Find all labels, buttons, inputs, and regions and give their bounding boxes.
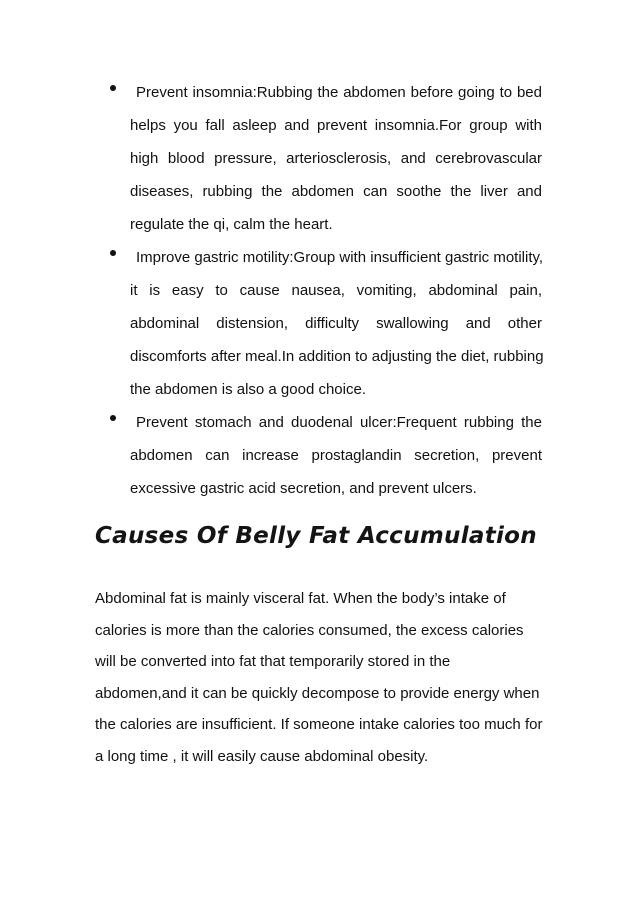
bullet-line: Prevent insomnia:Rubbing the abdomen before going to bed — [136, 84, 542, 101]
bullet-line: abdominal distension, difficulty swallowing and other — [130, 315, 542, 332]
paragraph-line: a long time , it will easily cause abdominal obesity. — [95, 747, 429, 765]
bullet-item-gastric-motility — [0, 241, 638, 406]
paragraph-line: abdomen,and it can be quickly decompose to provide energy when — [95, 684, 540, 702]
bullet-line: helps you fall asleep and prevent insomnia.For group with — [130, 117, 542, 134]
section-heading: Causes Of Belly Fat Accumulation — [95, 523, 537, 549]
bullet-text — [130, 241, 542, 406]
bullet-dot-icon — [110, 415, 116, 421]
bullet-line: high blood pressure, arteriosclerosis, and cerebrovascular — [130, 150, 542, 167]
bullet-line: excessive gastric acid secretion, and prevent ulcers. — [130, 480, 477, 497]
bullet-text — [130, 406, 542, 505]
bullet-line: diseases, rubbing the abdomen can soothe the liver and — [130, 183, 542, 200]
paragraph-line: will be converted into fat that temporarily stored in the — [95, 653, 451, 670]
paragraph-line: calories is more than the calories consumed, the excess calories — [95, 621, 524, 639]
bullet-item-insomnia — [0, 76, 638, 241]
paragraph-line: Abdominal fat is mainly visceral fat. When the body’s intake of — [95, 590, 506, 607]
bullet-line: the abdomen is also a good choice. — [130, 381, 366, 398]
benefits-bullet-list — [0, 76, 638, 505]
bullet-dot-icon — [110, 85, 116, 91]
bullet-line: it is easy to cause nausea, vomiting, abdominal pain, — [130, 282, 542, 299]
bullet-line: Improve gastric motility:Group with insufficient gastric motility, — [136, 249, 544, 266]
bullet-line: abdomen can increase prostaglandin secretion, prevent — [130, 447, 542, 464]
bullet-item-ulcer — [0, 406, 638, 505]
bullet-text — [130, 76, 542, 241]
bullet-line: regulate the qi, calm the heart. — [130, 216, 333, 233]
paragraph-line: the calories are insufficient. If someone intake calories too much for — [95, 716, 543, 733]
bullet-line: Prevent stomach and duodenal ulcer:Frequent rubbing the — [136, 414, 542, 431]
bullet-dot-icon — [110, 250, 116, 256]
bullet-line: discomforts after meal.In addition to adjusting the diet, rubbing — [130, 348, 544, 365]
body-paragraph — [95, 583, 545, 772]
